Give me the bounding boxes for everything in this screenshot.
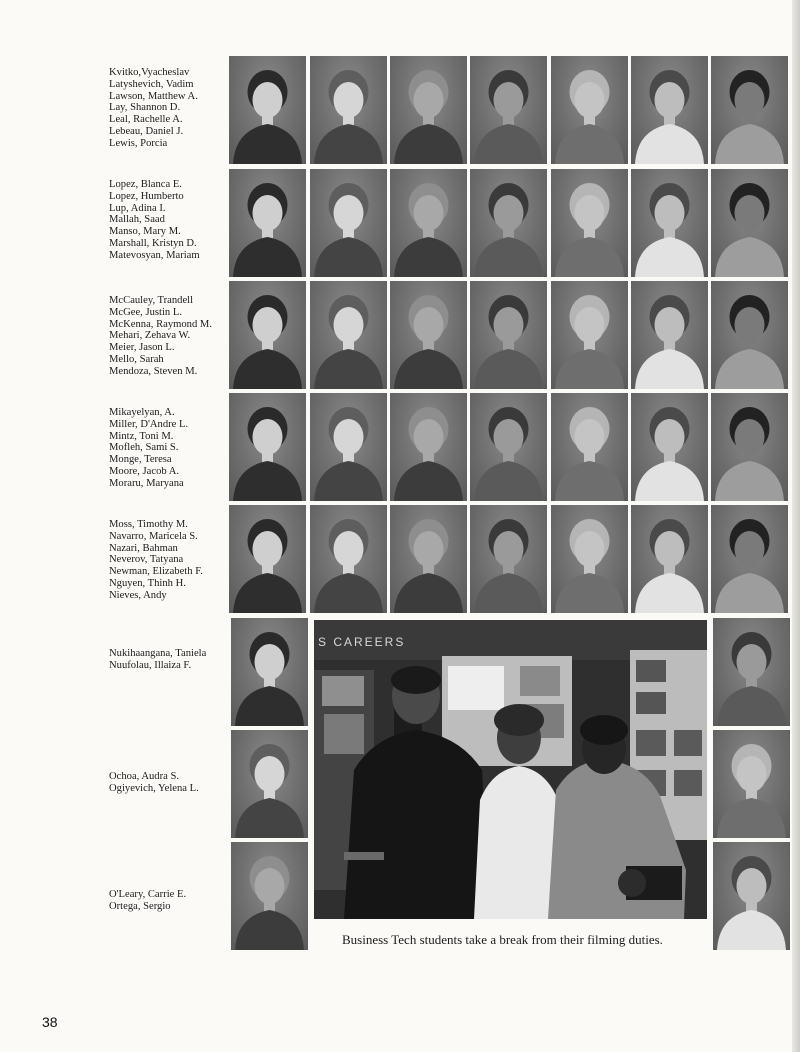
student-name: Mallah, Saad: [109, 214, 165, 226]
student-portrait: [711, 505, 788, 613]
student-portrait: [631, 393, 708, 501]
student-name: Kvitko,Vyacheslav: [109, 67, 190, 78]
student-portrait: [713, 842, 790, 950]
sign-text: S CAREERS: [318, 635, 406, 649]
student-name: Moraru, Maryana: [109, 477, 184, 489]
page-spine-shadow: [792, 0, 800, 1052]
student-name: Neverov, Tatyana: [109, 554, 184, 566]
student-name: Lopez, Blanca E.: [109, 179, 182, 190]
student-portrait: [231, 730, 308, 838]
name-list-row-2: [109, 179, 200, 262]
candid-photo: [314, 620, 707, 919]
student-name: Nazari, Bahman: [109, 542, 178, 554]
student-portrait: [711, 56, 788, 164]
student-portrait: [631, 281, 708, 389]
name-list-row-4: [109, 407, 188, 490]
student-name: Lay, Shannon D.: [109, 102, 181, 114]
student-portrait: [231, 618, 308, 726]
student-portrait: [390, 56, 467, 164]
student-portrait: [310, 169, 387, 277]
student-name: Ortega, Sergio: [109, 900, 171, 912]
student-name: Ochoa, Audra S.: [109, 771, 180, 782]
student-portrait: [711, 169, 788, 277]
student-name: Mintz, Toni M.: [109, 430, 174, 442]
student-portrait: [390, 169, 467, 277]
student-portrait: [711, 281, 788, 389]
name-list-row-5: [109, 519, 203, 602]
student-portrait: [229, 169, 306, 277]
student-name: Mehari, Zehava W.: [109, 330, 191, 342]
student-name: Nukihaangana, Taniela: [109, 648, 207, 659]
student-portrait: [310, 505, 387, 613]
student-name: Monge, Teresa: [109, 454, 172, 466]
student-portrait: [390, 393, 467, 501]
student-portrait: [551, 393, 628, 501]
student-portrait: [551, 56, 628, 164]
student-name: Mofleh, Sami S.: [109, 442, 179, 454]
student-name: Meier, Jason L.: [109, 342, 175, 354]
student-name: Ogiyevich, Yelena L.: [109, 782, 199, 794]
student-portrait: [631, 56, 708, 164]
student-portrait: [631, 169, 708, 277]
student-name: Nuufolau, Illaiza F.: [109, 659, 192, 671]
name-list-row-6: [109, 648, 206, 672]
student-name: Moss, Timothy M.: [109, 519, 188, 530]
name-list-row-8: [109, 889, 186, 913]
page-number: 38: [42, 1014, 58, 1030]
student-portrait: [713, 618, 790, 726]
name-list-row-1: [109, 67, 198, 150]
student-name: Lopez, Humberto: [109, 190, 184, 202]
name-list-row-7: [109, 771, 199, 795]
student-name: Leal, Rachelle A.: [109, 114, 183, 126]
student-portrait: [229, 505, 306, 613]
student-portrait: [551, 505, 628, 613]
student-name: Lebeau, Daniel J.: [109, 125, 184, 137]
student-portrait: [713, 730, 790, 838]
student-portrait: [390, 281, 467, 389]
student-portrait: [470, 281, 547, 389]
student-name: Navarro, Maricela S.: [109, 530, 198, 542]
student-name: Moore, Jacob A.: [109, 465, 180, 477]
student-portrait: [229, 281, 306, 389]
student-name: Lawson, Matthew A.: [109, 90, 198, 102]
student-name: O'Leary, Carrie E.: [109, 889, 187, 900]
student-portrait: [551, 169, 628, 277]
student-portrait: [470, 393, 547, 501]
student-name: Matevosyan, Mariam: [109, 249, 200, 261]
student-portrait: [229, 393, 306, 501]
name-list-row-3: [109, 295, 212, 378]
student-name: Miller, D'Andre L.: [109, 418, 189, 430]
student-name: Manso, Mary M.: [109, 226, 181, 238]
student-name: McCauley, Trandell: [109, 295, 194, 306]
student-name: Latyshevich, Vadim: [109, 78, 194, 90]
student-portrait: [631, 505, 708, 613]
student-portrait: [231, 842, 308, 950]
student-name: Mikayelyan, A.: [109, 407, 175, 418]
student-name: Lewis, Porcia: [109, 137, 168, 149]
student-portrait: [229, 56, 306, 164]
student-name: Mendoza, Steven M.: [109, 365, 198, 377]
student-portrait: [390, 505, 467, 613]
student-name: McGee, Justin L.: [109, 306, 182, 318]
student-name: Mello, Sarah: [109, 353, 164, 365]
student-portrait: [470, 169, 547, 277]
student-name: Marshall, Kristyn D.: [109, 237, 197, 249]
student-portrait: [470, 505, 547, 613]
student-portrait: [711, 393, 788, 501]
student-name: Newman, Elizabeth F.: [109, 566, 203, 578]
student-portrait: [310, 393, 387, 501]
student-name: McKenna, Raymond M.: [109, 318, 212, 330]
photo-caption: Business Tech students take a break from their filming duties.: [342, 932, 663, 947]
candid-photo-art: [314, 620, 707, 919]
student-name: Nguyen, Thinh H.: [109, 577, 186, 589]
student-portrait: [470, 56, 547, 164]
student-portrait: [551, 281, 628, 389]
student-name: Nieves, Andy: [109, 589, 167, 601]
student-portrait: [310, 56, 387, 164]
student-name: Lup, Adina I.: [109, 202, 166, 214]
student-portrait: [310, 281, 387, 389]
